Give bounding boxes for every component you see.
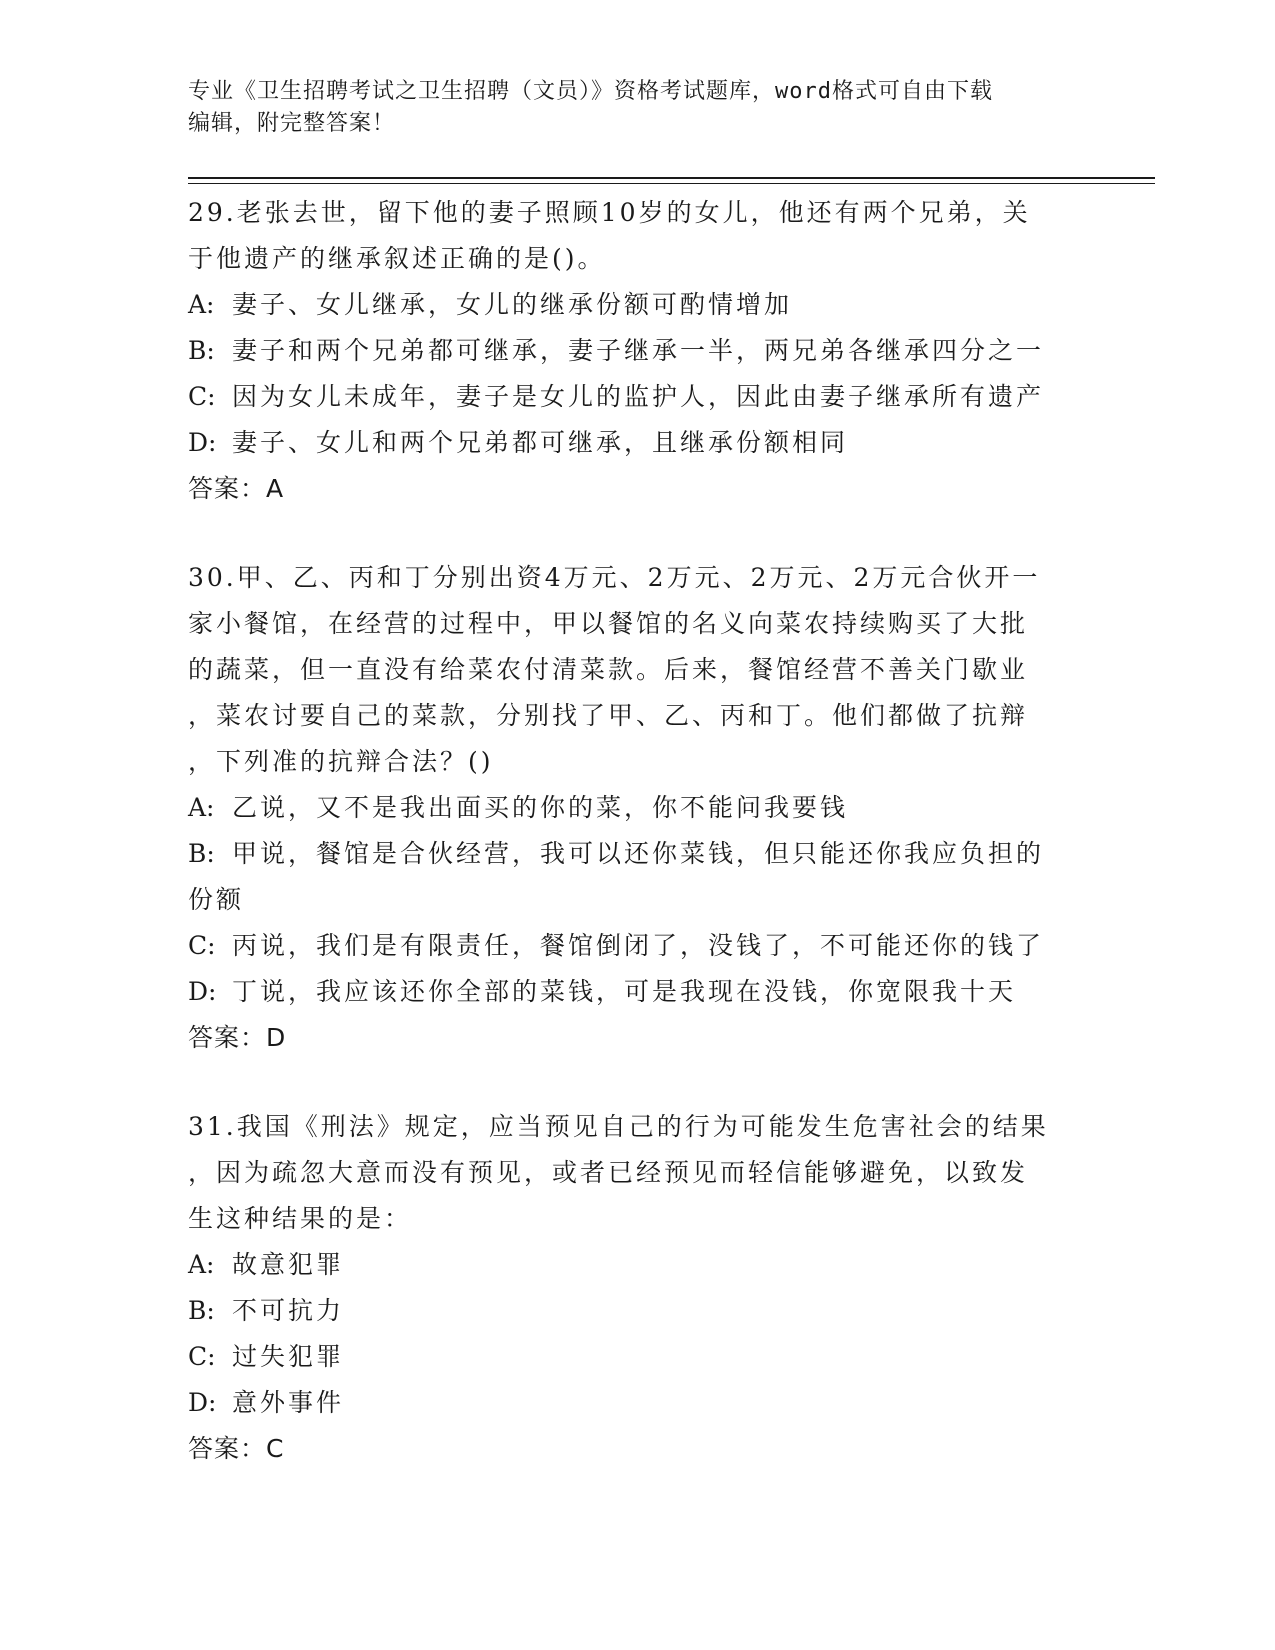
question-stem-line: ，因为疏忽大意而没有预见，或者已经预见而轻信能够避免，以致发 [188, 1158, 1029, 1187]
option-a [188, 1242, 1088, 1288]
option-key: D: [188, 1388, 217, 1417]
option-text: 甲说，餐馆是合伙经营，我可以还你菜钱，但只能还你我应负担的 [232, 839, 1045, 868]
option-key: D: [188, 428, 217, 457]
option-key: B: [188, 336, 215, 365]
document-header [188, 76, 1088, 140]
option-a [188, 282, 1088, 328]
option-text: 乙说，又不是我出面买的你的菜，你不能问我要钱 [232, 793, 849, 822]
option-key: C: [188, 931, 216, 960]
header-divider-thin [188, 183, 1155, 184]
option-key: B: [188, 839, 215, 868]
header-line-1: 专业《卫生招聘考试之卫生招聘（文员）》资格考试题库，word格式可自由下载 [188, 79, 993, 104]
answer-label: 答案：D [188, 1023, 287, 1052]
question-stem-line: 家小餐馆，在经营的过程中，甲以餐馆的名义向菜农持续购买了大批 [188, 609, 1029, 638]
option-d [188, 1380, 1088, 1426]
option-key: A: [188, 290, 215, 319]
option-text: 丙说，我们是有限责任，餐馆倒闭了，没钱了，不可能还你的钱了 [232, 931, 1045, 960]
option-b [188, 831, 1088, 877]
header-line-2: 编辑，附完整答案！ [188, 111, 396, 136]
question-30 [188, 555, 1088, 1061]
question-stem-line: 31.我国《刑法》规定，应当预见自己的行为可能发生危害社会的结果 [188, 1112, 1049, 1141]
question-stem-line: ，菜农讨要自己的菜款，分别找了甲、乙、丙和丁。他们都做了抗辩 [188, 701, 1029, 730]
option-key: B: [188, 1296, 215, 1325]
option-d [188, 420, 1088, 466]
option-text: 妻子、女儿和两个兄弟都可继承，且继承份额相同 [232, 428, 849, 457]
question-31 [188, 1104, 1088, 1472]
question-stem-line: 30.甲、乙、丙和丁分别出资4万元、2万元、2万元、2万元合伙开一 [188, 563, 1041, 592]
option-text: 妻子和两个兄弟都可继承，妻子继承一半，两兄弟各继承四分之一 [232, 336, 1045, 365]
question-29 [188, 190, 1088, 512]
header-divider-thick [188, 177, 1155, 179]
question-stem-line: 的蔬菜，但一直没有给菜农付清菜款。后来，餐馆经营不善关门歇业 [188, 655, 1029, 684]
option-c [188, 1334, 1088, 1380]
option-b-continuation: 份额 [188, 885, 245, 914]
option-b [188, 1288, 1088, 1334]
option-text: 丁说，我应该还你全部的菜钱，可是我现在没钱，你宽限我十天 [232, 977, 1017, 1006]
option-text: 不可抗力 [232, 1296, 345, 1325]
option-key: A: [188, 1250, 215, 1279]
question-stem-line: 29.老张去世，留下他的妻子照顾10岁的女儿，他还有两个兄弟，关 [188, 198, 1031, 227]
option-text: 过失犯罪 [232, 1342, 345, 1371]
option-b [188, 328, 1088, 374]
answer-label: 答案：A [188, 474, 285, 503]
question-stem-line: 于他遗产的继承叙述正确的是()。 [188, 244, 606, 273]
option-text: 故意犯罪 [232, 1250, 345, 1279]
option-c [188, 374, 1088, 420]
question-stem-line: 生这种结果的是： [188, 1204, 413, 1233]
option-text: 因为女儿未成年，妻子是女儿的监护人，因此由妻子继承所有遗产 [232, 382, 1045, 411]
option-d [188, 969, 1088, 1015]
option-key: A: [188, 793, 215, 822]
option-key: C: [188, 1342, 216, 1371]
answer-label: 答案：C [188, 1434, 285, 1463]
question-stem-line: ，下列准的抗辩合法？() [188, 747, 494, 776]
option-a [188, 785, 1088, 831]
option-key: D: [188, 977, 217, 1006]
option-c [188, 923, 1088, 969]
option-key: C: [188, 382, 216, 411]
option-text: 意外事件 [232, 1388, 345, 1417]
option-text: 妻子、女儿继承，女儿的继承份额可酌情增加 [232, 290, 793, 319]
